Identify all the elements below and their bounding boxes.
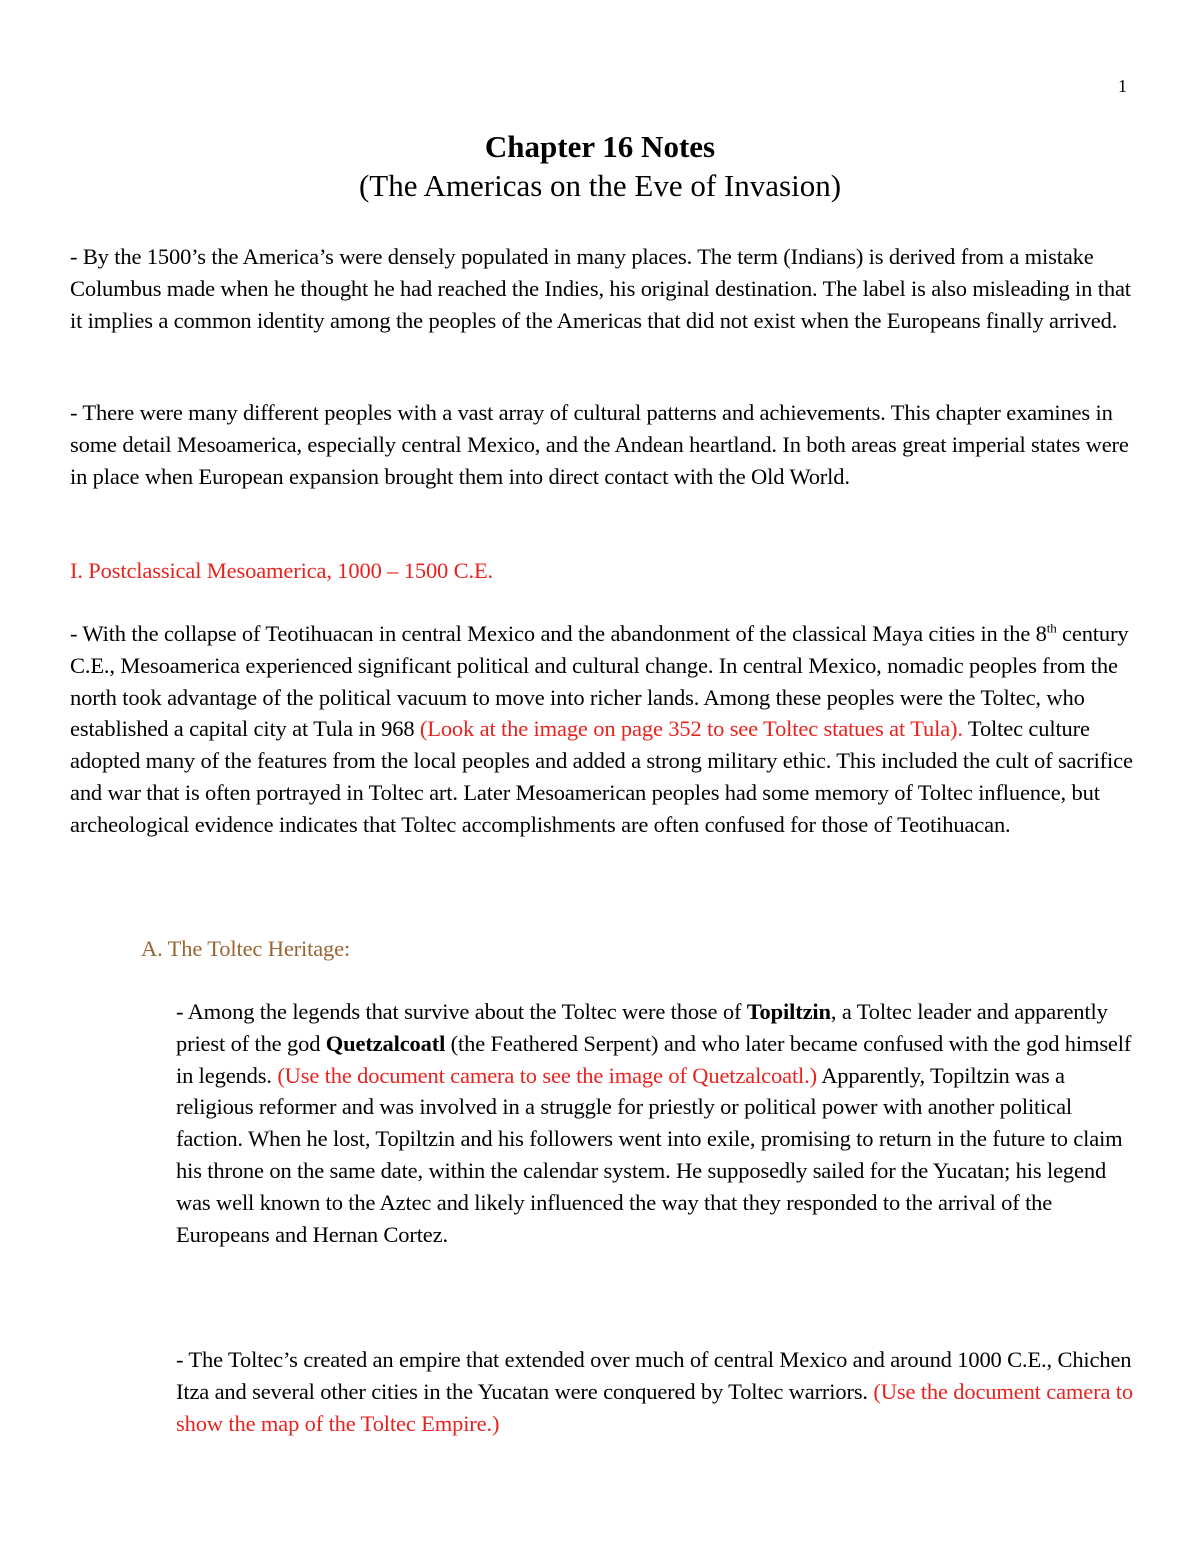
paragraph-text: century C.E., Mesoamerica experienced significant political and cultural change. In central Mexico, nomadic peoples from the north took advantage of the political vacuum to move into richer lands. Among these peoples were the Toltec, who established a capital city at Tula in 968 (70, 621, 1129, 742)
paragraph-text: - Among the legends that survive about the Toltec were those of (176, 999, 747, 1024)
paragraph-topiltzin-legend (176, 996, 1140, 1250)
paragraph-peoples-diversity (70, 397, 1140, 492)
title-block (0, 128, 1200, 206)
paragraph-text: - By the 1500’s the America’s were densely populated in many places. The term (Indians) is derived from a mistake Columbus made when he thought he had reached the Indies, his original destination. The label is also misleading in that it implies a common identity among the peoples of the Americas that did not exist when the Europeans finally arrived. (70, 244, 1131, 333)
page-subtitle: (The Americas on the Eve of Invasion) (358, 168, 842, 203)
bold-term-quetzalcoatl: Quetzalcoatl (325, 1030, 446, 1056)
bold-term-topiltzin: Topiltzin (746, 999, 831, 1024)
instructor-note: (Use the document camera to see the image of Quetzalcoatl.) (277, 1062, 817, 1088)
paragraph-text: , a Toltec leader and apparently priest of the god (176, 999, 1108, 1056)
paragraph-toltec-empire (176, 1344, 1140, 1439)
instructor-note: (Look at the image on page 352 to see Toltec statues at Tula). (419, 716, 963, 742)
subsection-heading: A. The Toltec Heritage: (141, 936, 351, 961)
paragraph-text: - With the collapse of Teotihuacan in central Mexico and the abandonment of the classical Maya cities in the 8 (70, 621, 1047, 646)
instructor-note: (Use the document camera to show the map of the Toltec Empire.) (176, 1378, 1133, 1436)
paragraph-text: - There were many different peoples with a vast array of cultural patterns and achievements. This chapter examines in some detail Mesoamerica, especially central Mexico, and the Andean heartland. In both areas great imperial states were in place when European expansion brought them into direct contact with the Old World. (70, 400, 1129, 489)
paragraph-text: Toltec culture adopted many of the features from the local peoples and added a strong military ethic. This included the cult of sacrifice and war that is often portrayed in Toltec art. Later Mesoamerican peoples had some memory of Toltec influence, but archeological evidence indicates that Toltec accomplishments are often confused for those of Teotihuacan. (70, 716, 1133, 837)
paragraph-postclassical (70, 618, 1140, 841)
paragraph-americas-population (70, 241, 1140, 336)
section-heading: I. Postclassical Mesoamerica, 1000 – 1500 C.E. (70, 558, 494, 583)
paragraph-text: Apparently, Topiltzin was a religious reformer and was involved in a struggle for priestly or political power with another political faction. When he lost, Topiltzin and his followers went into exile, promising to return in the future to claim his throne on the same date, within the calendar system. He supposedly sailed for the Yucatan; his legend was well known to the Aztec and likely influenced the way that they responded to the arrival of the Europeans and Hernan Cortez. (176, 1062, 1123, 1247)
superscript-th: th (1046, 620, 1057, 636)
page-number: 1 (1118, 76, 1127, 96)
paragraph-text: (the Feathered Serpent) and who later became confused with the god himself in legends. (176, 1030, 1132, 1088)
page-title: Chapter 16 Notes (484, 129, 716, 164)
paragraph-text: - The Toltec’s created an empire that extended over much of central Mexico and around 1000 C.E., Chichen Itza and several other cities in the Yucatan were conquered by Toltec warriors. (176, 1347, 1132, 1404)
